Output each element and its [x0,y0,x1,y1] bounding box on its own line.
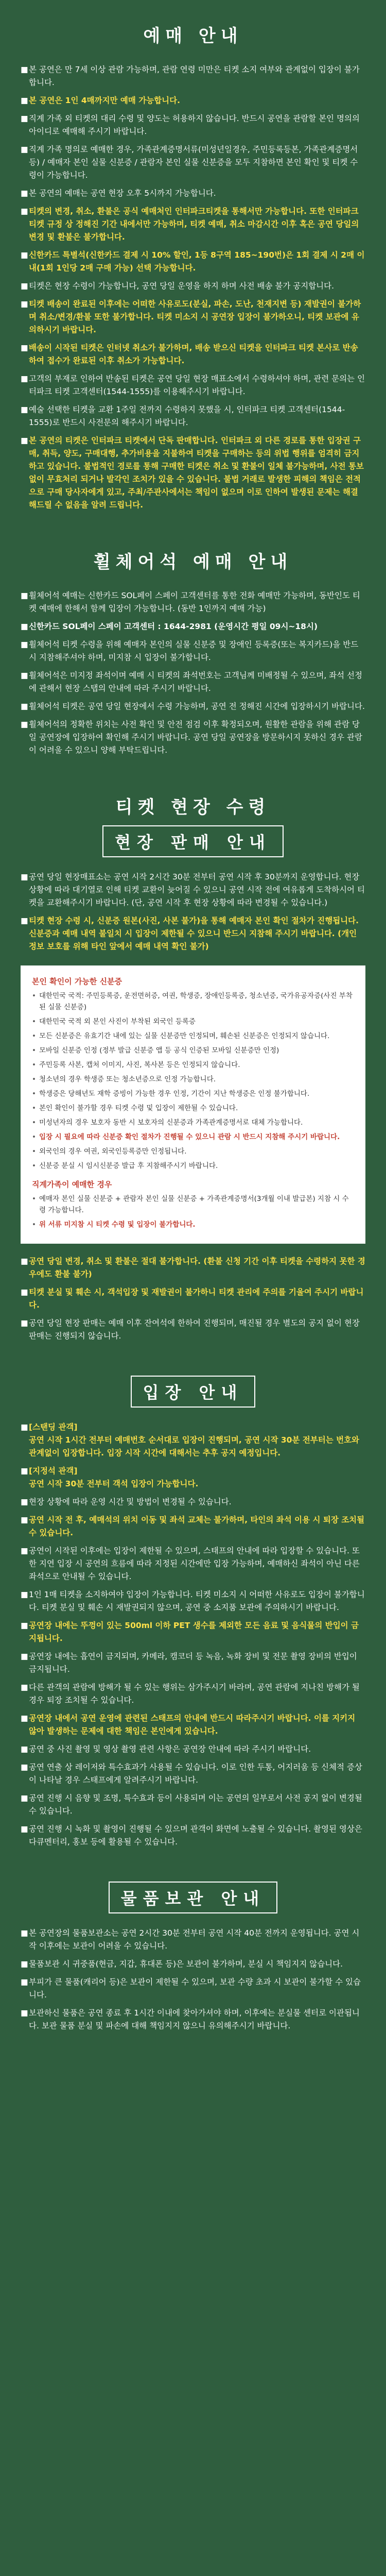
list-item: ■ 휠체어석의 정확한 위치는 사전 확인 및 안전 점검 이후 확정되오며, 원활한 관람을 위해 관람 당일 공연장에 입장하여 확인해 주시기 바랍니다. 공연 당일 공연장을 방문하시지 못하신 경우 관람이 어려울 수 있으니 양해 부탁드립니다. [21,718,365,757]
bullet-icon: • [32,992,36,1000]
list-item: ■ 현장 상황에 따라 운영 시간 및 방법이 변경될 수 있습니다. [21,1496,365,1509]
reserved-text: 공연 시작 30분 전부터 객석 입장이 가능합니다. [29,1479,199,1488]
list-item: ■ 공연이 시작된 이후에는 입장이 제한될 수 있으며, 스태프의 안내에 따라 입장할 수 있습니다. 또한 지연 입장 시 공연의 흐름에 따라 지정된 시간에만 입장 가능하며, 예매하신 좌석이 아닌 다른 좌석으로 안내될 수 있습니다. [21,1545,365,1583]
bullet-icon: ■ [21,622,28,631]
list-item: ■ 공연장 내에서 공연 운영에 관련된 스태프의 안내에 반드시 따라주시기 바랍니다. 이를 지키지 않아 발생하는 문제에 대한 책임은 본인에게 있습니다. [21,1712,365,1738]
list-item: ■ 다른 관객의 관람에 방해가 될 수 있는 행위는 삼가주시기 바라며, 공연 관람에 지나친 방해가 될 경우 퇴장 조치될 수 있습니다. [21,1681,365,1707]
reserved-label: [지정석 관객] [29,1466,78,1476]
entry-list [21,1421,365,1849]
list-item: • 학생증은 당해년도 재학 증빙이 가능한 경우 인정, 기간이 지난 학생증은 인정 불가합니다. [32,1088,354,1099]
bullet-icon: • [32,1162,36,1170]
list-item: • 모든 신분증은 유효기간 내에 있는 실물 신분증만 인정되며, 훼손된 신분증은 인정되지 않습니다. [32,1030,354,1042]
list-item: • 주민등록 사본, 캡처 이미지, 사진, 복사본 등은 인정되지 않습니다. [32,1059,354,1071]
list-item: • 대한민국 국적 외 본인 사진이 부착된 외국인 등록증 [32,1016,354,1027]
list-item: ■ 본 공연의 티켓은 인터파크 티켓에서 단독 판매합니다. 인터파크 외 다른 경로를 통한 입장권 구매, 취득, 양도, 구매대행, 추가비용을 지불하여 티켓을 구매하는 등의 위법 행위를 엄격히 금지하고 있습니다. 불법적인 경로를 통해 구매한 티켓은 취소 및 환불이 일체 불가능하며, 사전 통보 없이 무효처리 되거나 발각인 조치가 있을 수 있습니다. 불법 거래로 발생한 피해의 책임은 전적으로 구매 당사자에게 있고, 주최/주관사에서는 책임이 없으며 이로 인하여 발생된 문제는 해결해드릴 수 없음을 알려 드립니다. [21,434,365,512]
standing-text: 공연 시작 1시간 전부터 예매번호 순서대로 입장이 진행되며, 공연 시작 30분 전부터는 번호와 관계없이 입장합니다. 입장 시작 시간에 대해서는 추후 공지 예정입니다. [29,1435,360,1458]
bullet-icon: ■ [21,250,28,260]
bullet-icon: ■ [21,374,28,383]
list-item: ■ 공연 시작 전 후, 예매석의 위치 이동 및 좌석 교체는 불가하며, 타인의 좌석 이용 시 퇴장 조치될 수 있습니다. [21,1514,365,1539]
wheelchair-header [0,543,386,578]
bullet-icon: ■ [21,1546,28,1555]
list-item: ■ 직계 가족 명의로 예매한 경우, 가족관계증명서류(미성년일경우, 주민등록등본, 가족관계증명서 등) / 예매자 본인 실물 신분증 / 관람자 본인 실물 신분증을 모두 지참하면 본인 확인 및 티켓 수령이 가능합니다. [21,143,365,182]
bullet-icon: ■ [21,1318,28,1328]
list-item: ■ 예술 선택한 티켓을 교환 1주일 전까지 수령하지 못했을 시, 인터파크 티켓 고객센터(1544-1555)로 반드시 사전문의 해주시기 바랍니다. [21,403,365,429]
bullet-icon: ■ [21,96,28,105]
entry-title: 입장 안내 [131,1376,256,1408]
standing-label: [스탠딩 관객] [29,1422,78,1432]
bullet-icon: ■ [21,720,28,729]
bullet-icon: ■ [21,1515,28,1524]
bullet-icon: • [32,1090,36,1098]
bullet-icon: • [32,1221,36,1229]
list-item: • 예매자 본인 실물 신분증 + 관람자 본인 실물 신분증 + 가족관계증명서(3개월 이내 발급본) 지참 시 수령 가능합니다. [32,1193,354,1216]
list-item: • 미성년자의 경우 보호자 동반 시 보호자의 신분증과 가족관계증명서로 대체 가능합니다. [32,1117,354,1128]
booking-guide-list [21,63,365,512]
list-item: • 위 서류 미지참 시 티켓 수령 및 입장이 불가합니다. [32,1219,354,1230]
bullet-icon: ■ [21,1621,28,1630]
bullet-icon: ■ [21,405,28,414]
bullet-icon: ■ [21,702,28,711]
bullet-icon: ■ [21,1683,28,1692]
bullet-icon: ■ [21,1714,28,1723]
bullet-icon: ■ [21,591,28,600]
bullet-icon: ■ [21,1257,28,1266]
bullet-icon: ■ [21,1590,28,1599]
bullet-icon: ■ [21,1744,28,1754]
bullet-icon: • [32,1133,36,1141]
bullet-icon: • [32,1075,36,1083]
bullet-icon: • [32,1195,36,1203]
bullet-icon: ■ [21,65,28,74]
list-item: ■ 공연 당일 변경, 취소 및 환불은 절대 불가합니다. (환불 신청 기간 이후 티켓을 수령하지 못한 경우에도 환불 불가) [21,1255,365,1281]
bullet-icon: ■ [21,1466,28,1476]
list-item: ■ 공연 연출 상 레이저와 특수효과가 사용될 수 있습니다. 이로 인한 두통, 어지러움 등 신체적 증상이 나타날 경우 스태프에게 알려주시기 바랍니다. [21,1761,365,1787]
list-item: ■ 보관하신 물품은 공연 종료 후 1시간 이내에 찾아가셔야 하며, 이후에는 분실물 센터로 이관됩니다. 보관 물품 분실 및 파손에 대해 책임지지 않으니 유의해주시기 바랍니다. [21,2007,365,2032]
id-card-title: 본인 확인이 가능한 신분증 [32,977,122,986]
bullet-icon: • [32,1147,36,1156]
list-item: ■ 본 공연장의 물품보관소는 공연 2시간 30분 전부터 공연 시작 40분 전까지 운영됩니다. 공연 시작 이후에는 보관이 어려울 수 있습니다. [21,1927,365,1953]
list-item: ■ 티켓은 현장 수령이 가능합니다, 공연 당일 운영을 하지 하며 사전 배송 불가 공지합니다. [21,280,365,293]
bullet-icon: ■ [21,671,28,680]
booking-guide-header [0,16,386,52]
bullet-icon: ■ [21,114,28,123]
list-item: • 외국인의 경우 여권, 외국인등록증만 인정됩니다. [32,1146,354,1157]
list-item: ■ 휠체어석은 미지정 좌석이며 예매 시 티켓의 좌석번호는 고객님께 미배정될 수 있으며, 좌석 선정에 관해서 현장 스탭의 안내에 따라 주시기 바랍니다. [21,669,365,695]
bullet-icon: ■ [21,299,28,309]
bullet-icon: ■ [21,1977,28,1987]
bullet-icon: ■ [21,343,28,352]
list-item: ■ 물품보관 시 귀중품(현금, 지갑, 휴대폰 등)은 보관이 불가하며, 분실 시 책임지지 않습니다. [21,1958,365,1971]
list-item: ■ 티켓 배송이 완료된 이후에는 어떠한 사유로도(분실, 파손, 도난, 천재지변 등) 재발권이 불가하며 취소/변경/환불 또한 불가합니다. 티켓 미소지 시 공연장 입장이 불가하오니, 티켓 보관에 유의하시기 바랍니다. [21,298,365,336]
list-item: ■ 티켓 분실 및 훼손 시, 객석입장 및 재발권이 불가하니 티켓 관리에 주의를 기울여 주시기 바랍니다. [21,1286,365,1312]
list-item: ■ 배송이 시작된 티켓은 인터넷 취소가 불가하며, 배송 받으신 티켓을 인터파크 티켓 본사로 반송하여 접수가 완료된 이후 취소가 가능합니다. [21,342,365,367]
list-item: ■ 본 공연의 예매는 공연 현장 오후 5시까지 가능합니다. [21,187,365,200]
bullet-icon: ■ [21,1928,28,1938]
bullet-icon: ■ [21,207,28,216]
list-item: ■ 고객의 부재로 인하여 반송된 티켓은 공연 당일 현장 매표소에서 수령하셔야 하며, 관련 문의는 인터파크 티켓 고객센터(1544-1555)를 이용해주시기 바랍니다. [21,372,365,398]
family-booking-title: 직계가족이 예매한 경우 [32,1180,112,1189]
bullet-icon: ■ [21,916,28,925]
entry-group [21,1465,365,1490]
list-item: ■ 휠체어석 예매는 신한카드 SOL페이 스페이 고객센터를 통한 전화 예매만 가능하며, 동반인도 티켓 예매에 한해서 함께 입장이 가능합니다. (동반 1인까지 예매 가능) [21,589,365,615]
bullet-icon: ■ [21,436,28,445]
list-item: ■ 부피가 큰 물품(캐리어 등)은 보관이 제한될 수 있으며, 보관 수량 초과 시 보관이 불가할 수 있습니다. [21,1976,365,2002]
bullet-icon: • [32,1061,36,1069]
list-item: • 신분증 분실 시 임시신분증 발급 후 지참해주시기 바랍니다. [32,1160,354,1172]
list-item: ■ 본 공연은 1인 4매까지만 예매 가능합니다. [21,94,365,107]
list-item: • 본인 확인이 불가할 경우 티켓 수령 및 입장이 제한될 수 있습니다. [32,1103,354,1114]
bullet-icon: • [32,1104,36,1112]
onsite-list [21,871,365,953]
booking-guide-title: 예매 안내 [143,26,243,46]
entry-group [21,1421,365,1460]
bullet-icon: ■ [21,1959,28,1969]
list-item: ■ 1인 1매 티켓을 소지하여야 입장이 가능합니다. 티켓 미소지 시 어떠한 사유로도 입장이 불가합니다. 티켓 분실 및 훼손 시 재발권되지 않으며, 공연 중 소지품 보관에 주의하시기 바랍니다. [21,1588,365,1614]
list-item: ■ 신한카드 특별석(신한카드 결제 시 10% 할인, 1등 8구역 185~190번)은 1회 결제 시 2매 이내(1회 1인당 2매 구매 가능) 선택 가능합니다. [21,249,365,275]
list-item: ■ 공연 진행 시 녹화 및 촬영이 진행될 수 있으며 관객이 화면에 노출될 수 있습니다. 촬영된 영상은 다큐멘터리, 홍보 등에 활용될 수 있습니다. [21,1823,365,1849]
onsite-header [0,788,386,859]
bullet-icon: • [32,1046,36,1055]
entry-header [0,1374,386,1410]
storage-title: 물품보관 안내 [109,1882,278,1913]
bullet-icon: ■ [21,1422,28,1432]
bullet-icon: ■ [21,872,28,882]
bullet-icon: ■ [21,189,28,198]
bullet-icon: ■ [21,145,28,154]
list-item: ■ 휠체어석 티켓 수령을 위해 예매자 본인의 실물 신분증 및 장애인 등록증(또는 복지카드)을 반드시 지참해주셔야 하며, 미지참 시 입장이 불가합니다. [21,638,365,664]
list-item: ■ 공연 당일 현장매표소는 공연 시작 2시간 30분 전부터 공연 시작 후 30분까지 운영합니다. 현장 상황에 따라 대기열로 인해 티켓 교환이 늦어질 수 있으니 공연 시작 전에 여유롭게 도착하시어 티켓을 교환해주시기 바랍니다. (단, 공연 시작 후 현장 상황에 따라 변경될 수 있습니다.) [21,871,365,909]
onsite-more-list [21,1255,365,1343]
wheelchair-list [21,589,365,757]
list-item: ■ 휠체어석 티켓은 공연 당일 현장에서 수령 가능하며, 공연 전 정해진 시간에 입장하시기 바랍니다. [21,700,365,713]
bullet-icon: ■ [21,1497,28,1506]
bullet-icon: • [32,1018,36,1026]
bullet-icon: ■ [21,1652,28,1661]
storage-header [0,1879,386,1916]
bullet-icon: ■ [21,640,28,649]
storage-list [21,1927,365,2032]
list-item: ■ 티켓의 변경, 취소, 환불은 공식 예매처인 인터파크티켓을 통해서만 가능합니다. 또한 인터파크티켓 규정 상 정해진 기간 내에서만 가능하며, 티켓 예매, 취소 마감시간 이후 혹은 공연 당일의 변경 및 환불은 불가합니다. [21,205,365,244]
list-item: ■ 공연장 내에는 뚜껑이 있는 500ml 이하 PET 생수를 제외한 모든 음료 및 음식물의 반입이 금지됩니다. [21,1619,365,1645]
bullet-icon: ■ [21,281,28,291]
list-item: ■ 신한카드 SOL페이 스페이 고객센터 : 1644-2981 (운영시간 평일 09시~18시) [21,620,365,633]
bullet-icon: • [32,1118,36,1127]
bullet-icon: • [32,1032,36,1040]
bullet-icon: ■ [21,1793,28,1803]
list-item: • 대한민국 국적: 주민등록증, 운전면허증, 여권, 학생증, 장애인등록증, 청소년증, 국가유공자증(사진 부착된 실물 신분증) [32,990,354,1013]
onsite-title-line1: 티켓 현장 수령 [115,797,271,818]
wheelchair-title: 휠체어석 예매 안내 [93,552,293,572]
list-item: • 모바일 신분증 인정 (정부 발급 신분증 앱 등 공식 인증된 모바일 신분증만 인정) [32,1045,354,1056]
list-item: • 청소년의 경우 학생증 또는 청소년증으로 인정 가능합니다. [32,1074,354,1085]
list-item: ■ 티켓 현장 수령 시, 신분증 원본(사진, 사본 불가)을 통해 예매자 본인 확인 절차가 진행됩니다. 신분증과 예매 내역 불일치 시 입장이 제한될 수 있으니 반드시 지참해 주시기 바랍니다. (개인 정보 보호를 위해 타인 앞에서 예매 내역 확인 불가) [21,914,365,953]
onsite-title-line2: 현장 판매 안내 [102,825,284,857]
list-item: ■ 본 공연은 만 7세 이상 관람 가능하며, 관람 연령 미만은 티켓 소지 여부와 관계없이 입장이 불가합니다. [21,63,365,89]
list-item: ■ 직계 가족 외 티켓의 대리 수령 및 양도는 허용하지 않습니다. 반드시 공연을 관람할 본인 명의의 아이디로 예매해 주시기 바랍니다. [21,112,365,138]
bullet-icon: ■ [21,1287,28,1297]
list-item: ■ 공연 당일 현장 판매는 예매 이후 잔여석에 한하여 진행되며, 매진될 경우 별도의 공지 없이 현장 판매는 진행되지 않습니다. [21,1317,365,1343]
list-item: ■ 공연 중 사진 촬영 및 영상 촬영 관련 사항은 공연장 안내에 따라 주시기 바랍니다. [21,1743,365,1756]
id-card-info-box [21,965,365,1244]
list-item: • 입장 시 필요에 따라 신분증 확인 절차가 진행될 수 있으니 관람 시 반드시 지참해 주시기 바랍니다. [32,1131,354,1143]
bullet-icon: ■ [21,2008,28,2018]
bullet-icon: ■ [21,1762,28,1772]
list-item: ■ 공연 진행 시 음향 및 조명, 특수효과 등이 사용되며 이는 공연의 일부로서 사전 공지 없이 변경될 수 있습니다. [21,1792,365,1818]
list-item: ■ 공연장 내에는 흡연이 금지되며, 카메라, 캠코더 등 녹음, 녹화 장비 및 전문 촬영 장비의 반입이 금지됩니다. [21,1650,365,1676]
bullet-icon: ■ [21,1824,28,1834]
